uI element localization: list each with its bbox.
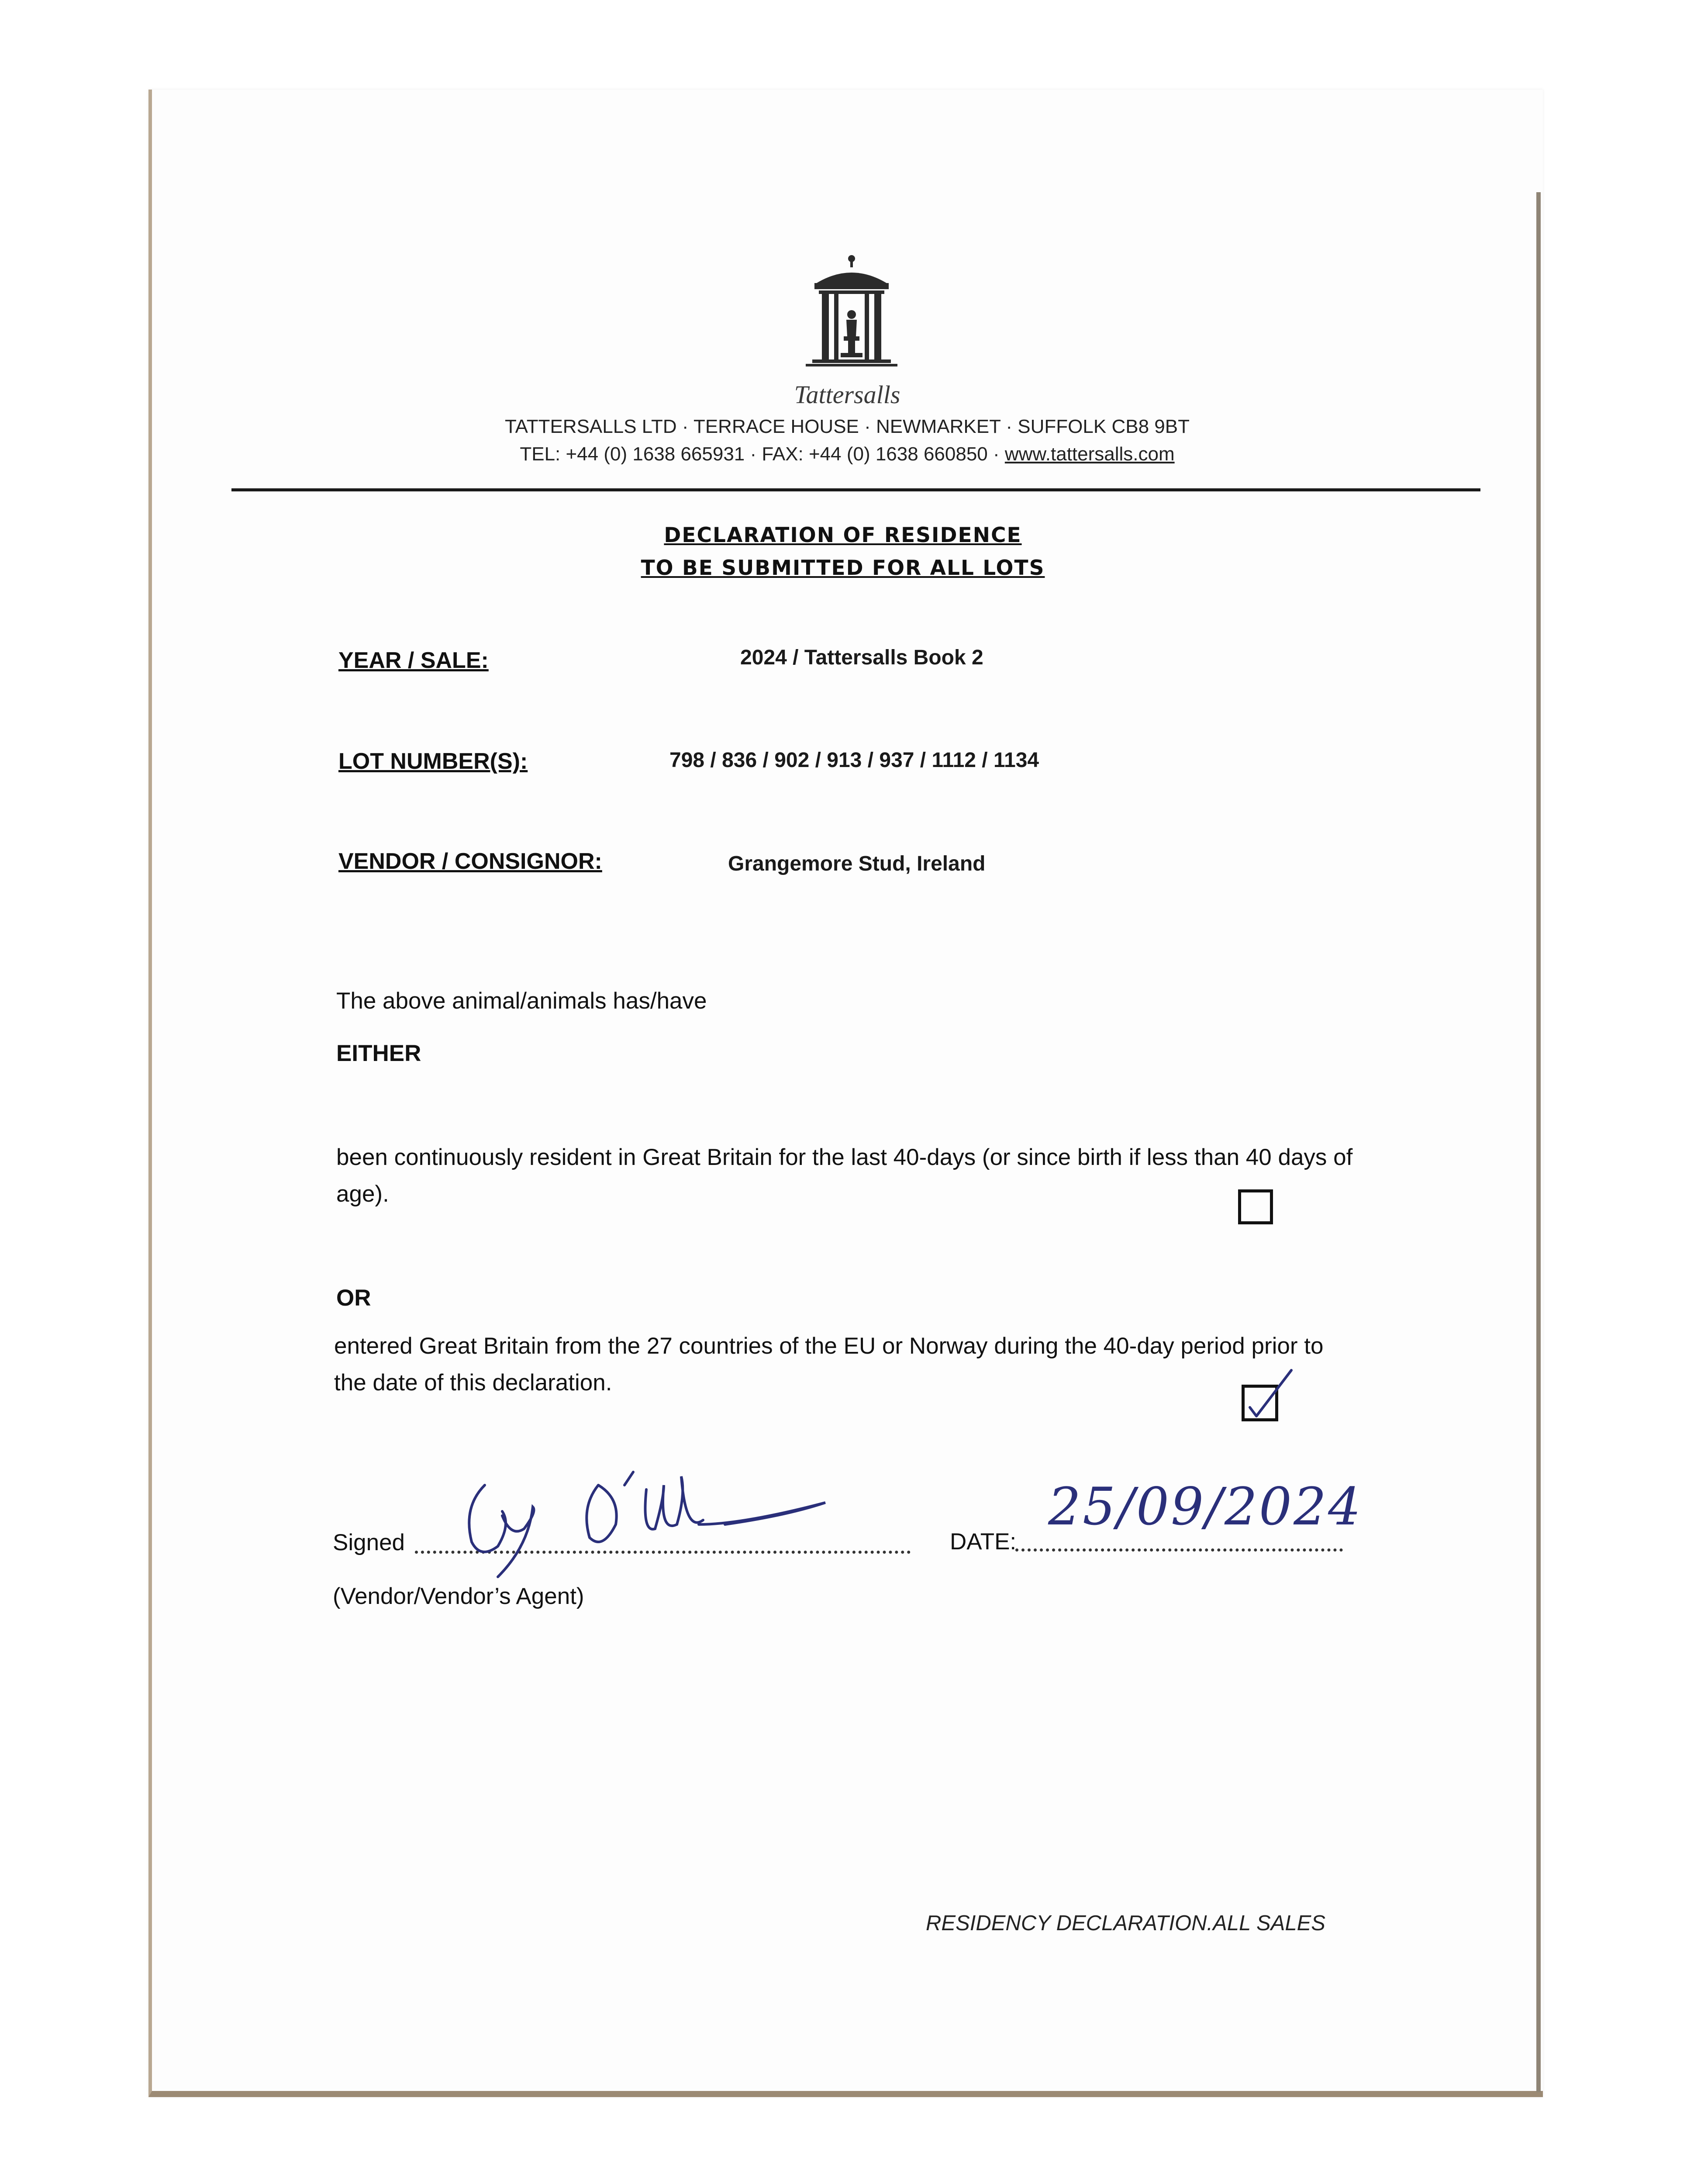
handwritten-date: 25/09/2024 bbox=[1048, 1476, 1363, 1537]
signer-role: (Vendor/Vendor’s Agent) bbox=[333, 1583, 584, 1609]
brand-name: Tattersalls bbox=[794, 380, 900, 409]
option1-checkbox[interactable] bbox=[1238, 1189, 1273, 1224]
vendor-label: VENDOR / CONSIGNOR: bbox=[338, 849, 602, 874]
handwritten-signature bbox=[437, 1459, 852, 1581]
date-label: DATE: bbox=[950, 1529, 1017, 1555]
or-label: OR bbox=[336, 1285, 371, 1311]
option2-text: entered Great Britain from the 27 countries of the EU or Norway during the 40-day period prior to the date of this declaration. bbox=[334, 1333, 1324, 1396]
page-edge-shadow bbox=[1536, 192, 1541, 2092]
vendor-value: Grangemore Stud, Ireland bbox=[728, 852, 986, 875]
lot-numbers-label: LOT NUMBER(S): bbox=[338, 749, 528, 774]
document-subtitle: TO BE SUBMITTED FOR ALL LOTS bbox=[641, 556, 1045, 580]
company-address: TATTERSALLS LTD · TERRACE HOUSE · NEWMARKET · SUFFOLK CB8 9BT bbox=[505, 416, 1190, 437]
header-divider bbox=[231, 488, 1480, 491]
contact-numbers: TEL: +44 (0) 1638 665931 · FAX: +44 (0) 1638 660850 · bbox=[520, 443, 1005, 465]
checkmark-icon bbox=[1241, 1366, 1298, 1423]
lot-numbers-value: 798 / 836 / 902 / 913 / 937 / 1112 / 1134 bbox=[669, 749, 1039, 772]
option1-text: been continuously resident in Great Britain for the last 40-days (or since birth if less than 40 days of age). bbox=[336, 1144, 1353, 1207]
declaration-intro: The above animal/animals has/have bbox=[336, 988, 707, 1014]
document-title: DECLARATION OF RESIDENCE bbox=[664, 523, 1022, 547]
option2-checkbox[interactable] bbox=[1242, 1385, 1278, 1421]
company-contact bbox=[393, 443, 1301, 465]
signed-label: Signed bbox=[333, 1530, 405, 1555]
date-line bbox=[1015, 1548, 1343, 1552]
website-link[interactable]: www.tattersalls.com bbox=[1004, 443, 1175, 465]
year-sale-label: YEAR / SALE: bbox=[338, 648, 489, 673]
year-sale-value: 2024 / Tattersalls Book 2 bbox=[740, 646, 983, 669]
either-label: EITHER bbox=[336, 1040, 421, 1066]
tattersalls-logo-icon bbox=[790, 249, 913, 380]
form-footer: RESIDENCY DECLARATION.ALL SALES bbox=[926, 1911, 1325, 1935]
